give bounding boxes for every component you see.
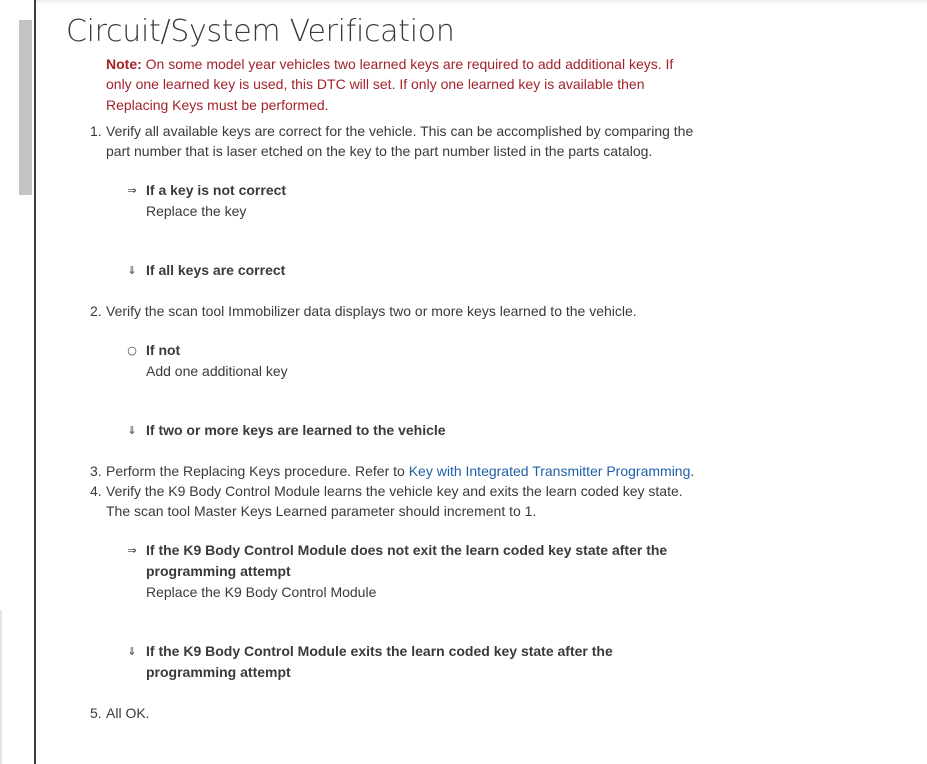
- result-condition: If the K9 Body Control Module does not exit the learn coded key state after the programming attempt: [146, 541, 668, 579]
- step-number: 5.: [90, 704, 102, 721]
- step-2: [90, 301, 706, 321]
- top-shadow: [36, 0, 927, 4]
- note-text: On some model year vehicles two learned keys are required to add additional keys. If only one learned key is used, this DTC will set. If only one learned key is available then Replacing Keys must be performed.: [106, 56, 674, 113]
- arrow-right-icon: ⇒: [127, 183, 137, 197]
- step-number: 1.: [90, 122, 102, 139]
- page-title: Circuit/System Verification: [66, 14, 455, 49]
- arrow-right-icon: ⇒: [127, 543, 137, 557]
- result-item: [127, 180, 706, 222]
- result-item: [127, 641, 706, 683]
- bullet-circle-icon: ○: [127, 343, 137, 357]
- left-edge: [0, 610, 2, 764]
- panel-divider: [34, 0, 36, 764]
- step-3: [90, 461, 706, 481]
- result-condition: If all keys are correct: [146, 261, 286, 278]
- step-text: Perform the Replacing Keys procedure. Refer to: [106, 462, 409, 479]
- arrow-down-icon: ⇓: [127, 423, 137, 437]
- result-condition: If not: [146, 341, 181, 358]
- step-5: [90, 703, 706, 723]
- result-action: Replace the key: [146, 202, 247, 219]
- result-condition: If the K9 Body Control Module exits the learn coded key state after the programming attempt: [146, 642, 613, 680]
- result-condition: If a key is not correct: [146, 181, 287, 198]
- result-item: [127, 340, 706, 382]
- arrow-down-icon: ⇓: [127, 644, 137, 658]
- step-number: 4.: [90, 482, 102, 499]
- procedure-link[interactable]: Key with Integrated Transmitter Programming: [408, 462, 691, 479]
- step-text: Verify all available keys are correct for the vehicle. This can be accomplished by comparing the part number that is laser etched on the key to the part number listed in the parts catalog.: [106, 122, 694, 159]
- step-1: [90, 121, 706, 161]
- note-label: Note:: [106, 56, 142, 72]
- step-number: 2.: [90, 302, 102, 319]
- step-text-end: .: [690, 462, 695, 479]
- result-action: Replace the K9 Body Control Module: [146, 583, 377, 600]
- arrow-down-icon: ⇓: [127, 263, 137, 277]
- scrollbar-thumb[interactable]: [19, 20, 32, 195]
- result-condition: If two or more keys are learned to the vehicle: [146, 421, 446, 438]
- result-item: [127, 540, 706, 603]
- result-action: Add one additional key: [146, 362, 288, 379]
- result-item: [127, 260, 706, 281]
- step-text: Verify the scan tool Immobilizer data displays two or more keys learned to the vehicle.: [106, 302, 637, 319]
- result-item: [127, 420, 706, 441]
- note-block: [106, 54, 696, 115]
- step-number: 3.: [90, 462, 102, 479]
- document-content: [66, 10, 726, 723]
- step-text: All OK.: [106, 704, 150, 721]
- step-4: [90, 481, 706, 521]
- step-text: Verify the K9 Body Control Module learns the vehicle key and exits the learn coded key state. The scan tool Master Keys Learned parameter should increment to 1.: [106, 482, 683, 519]
